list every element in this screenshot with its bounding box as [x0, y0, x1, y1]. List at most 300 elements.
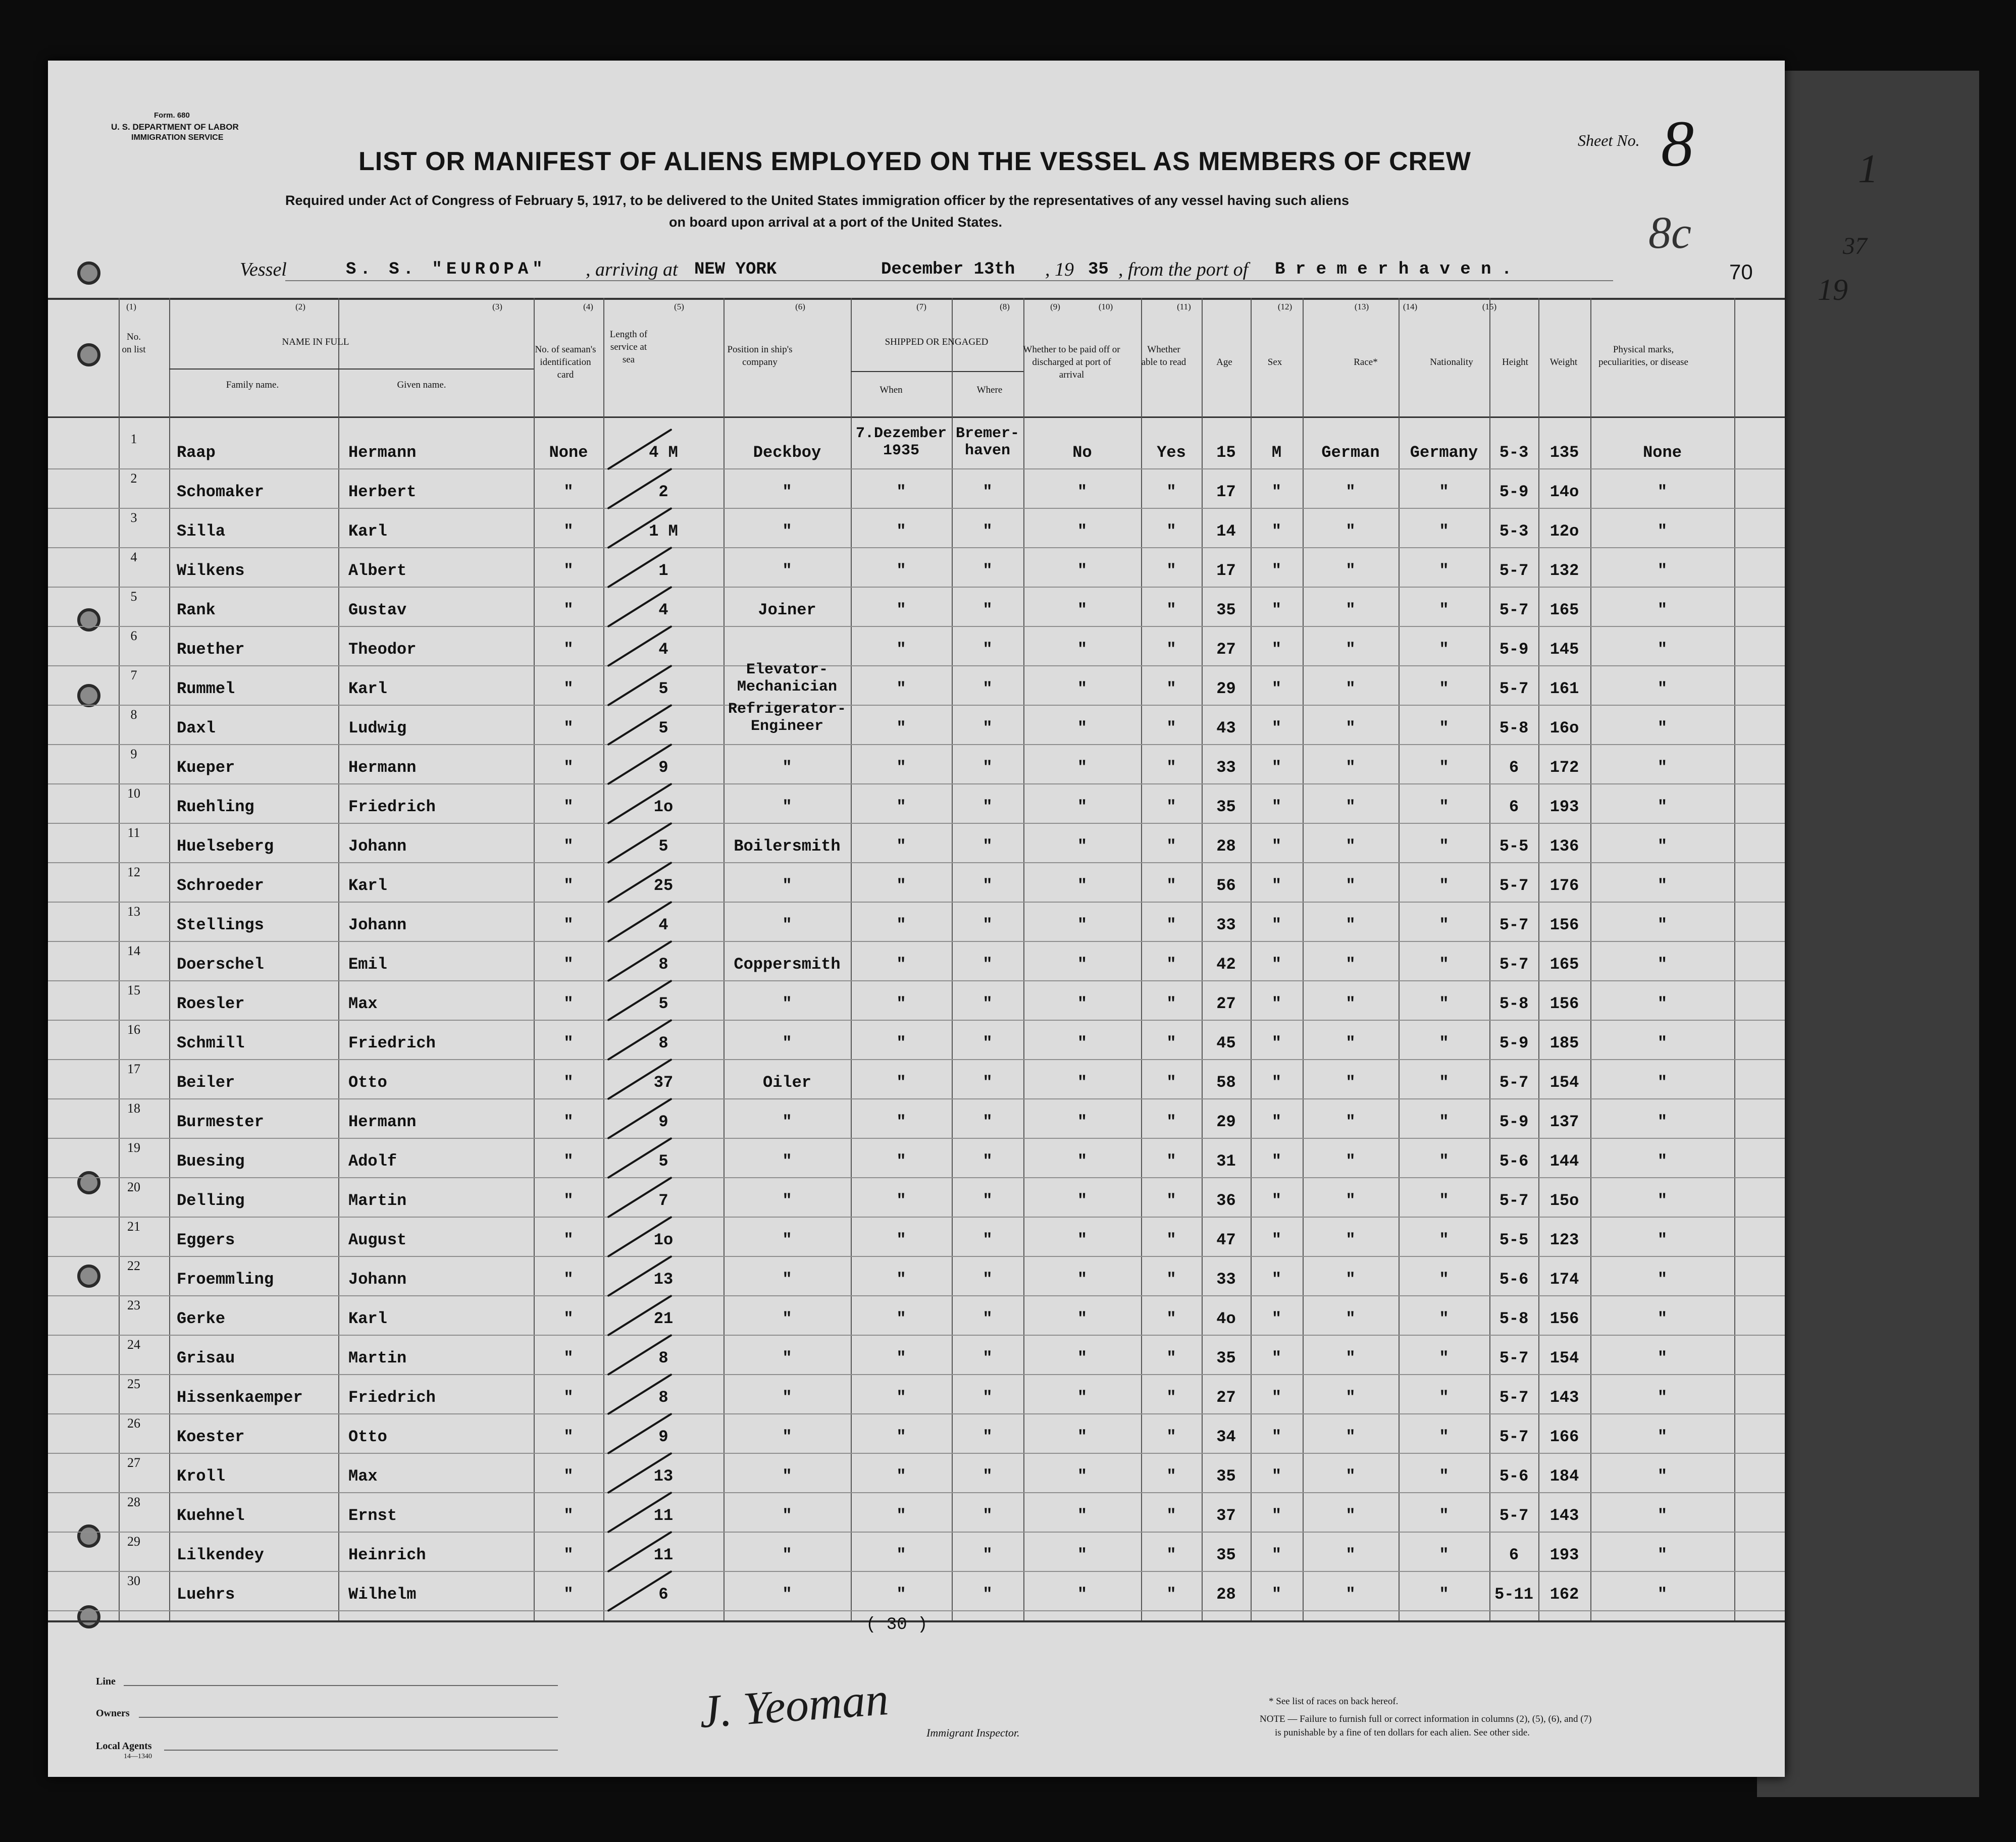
page-title: LIST OR MANIFEST OF ALIENS EMPLOYED ON THE VESSEL AS MEMBERS OF CREW [358, 147, 1471, 176]
cell-position: " [782, 522, 792, 541]
cell-age: 47 [1216, 1231, 1236, 1249]
cell-sex: " [1271, 1231, 1282, 1249]
cell-height: 5-7 [1499, 1428, 1529, 1446]
cell-card: " [563, 640, 574, 659]
cell-card: " [563, 719, 574, 738]
cell-marks: " [1657, 1506, 1668, 1525]
cell-weight: 184 [1549, 1467, 1579, 1486]
cell-when: " [896, 522, 906, 541]
cell-sex: " [1271, 798, 1282, 816]
cell-marks: " [1657, 1034, 1668, 1052]
cell-given: Otto [348, 1428, 387, 1446]
cell-card: " [563, 1349, 574, 1367]
cell-when: " [896, 561, 906, 580]
cell-race: " [1346, 837, 1356, 856]
cell-where: " [983, 1191, 993, 1210]
cell-marks: " [1657, 1231, 1668, 1249]
cell-paid: " [1077, 876, 1088, 895]
cell-service: 8 [658, 955, 668, 974]
cell-nationality: " [1439, 1467, 1449, 1486]
cell-weight: 135 [1549, 443, 1579, 462]
cell-position: Elevator- Mechanician [737, 661, 838, 696]
cell-position: " [782, 561, 792, 580]
header-length-service: Length of service at sea [609, 329, 648, 365]
cell-service: 2 [658, 483, 668, 501]
cell-card: " [563, 758, 574, 777]
cell-marks: " [1657, 601, 1668, 619]
cell-race: " [1346, 876, 1356, 895]
cell-where: " [983, 483, 993, 501]
row-number: 9 [130, 747, 137, 761]
cell-race: " [1346, 1349, 1356, 1367]
cell-position: " [782, 1270, 792, 1289]
cell-nationality: " [1439, 1073, 1449, 1092]
cell-given: Ernst [348, 1506, 397, 1525]
cell-marks: " [1657, 1428, 1668, 1446]
back-sheet-mark: 37 [1843, 233, 1867, 259]
cell-race: " [1346, 1388, 1356, 1407]
cell-card: " [563, 1270, 574, 1289]
cell-paid: " [1077, 1349, 1088, 1367]
cell-weight: 185 [1549, 1034, 1579, 1052]
cell-paid: " [1077, 758, 1088, 777]
cell-nationality: " [1439, 798, 1449, 816]
cell-marks: " [1657, 1585, 1668, 1604]
cell-marks: None [1643, 443, 1682, 462]
cell-paid: " [1077, 916, 1088, 934]
cell-when: " [896, 640, 906, 659]
cell-weight: 156 [1549, 1309, 1579, 1328]
cell-height: 6 [1509, 758, 1519, 777]
cell-given: August [348, 1231, 407, 1249]
cell-race: " [1346, 1152, 1356, 1171]
cell-age: 42 [1216, 955, 1236, 974]
cell-when: " [896, 798, 906, 816]
cell-read: " [1166, 1388, 1176, 1407]
cell-height: 5-8 [1499, 719, 1529, 738]
cell-card: " [563, 798, 574, 816]
cell-race: " [1346, 1467, 1356, 1486]
cell-position: Joiner [758, 601, 816, 619]
cell-position: " [782, 1309, 792, 1328]
cell-service: 11 [653, 1546, 674, 1564]
cell-where: " [983, 1073, 993, 1092]
cell-family: Eggers [177, 1231, 235, 1249]
cell-where: " [983, 1231, 993, 1249]
cell-read: " [1166, 955, 1176, 974]
cell-service: 1o [653, 1231, 674, 1249]
column-number: (7) [916, 302, 926, 311]
cell-paid: " [1077, 640, 1088, 659]
cell-service: 8 [658, 1388, 668, 1407]
fine-note: NOTE — Failure to furnish full or correct information in columns (2), (5), (6), and (7) [1260, 1714, 1592, 1724]
cell-family: Delling [177, 1191, 245, 1210]
cell-read: " [1166, 1191, 1176, 1210]
cell-where: " [983, 1546, 993, 1564]
cell-height: 6 [1509, 798, 1519, 816]
crew-total: ( 30 ) [866, 1615, 928, 1635]
cell-race: " [1346, 798, 1356, 816]
cell-when: " [896, 1585, 906, 1604]
cell-where: " [983, 876, 993, 895]
cell-card: " [563, 994, 574, 1013]
cell-when: " [896, 1231, 906, 1249]
cell-paid: " [1077, 522, 1088, 541]
cell-where: " [983, 798, 993, 816]
arrival-port: NEW YORK [694, 260, 777, 279]
cell-paid: " [1077, 561, 1088, 580]
row-rule [48, 1413, 1785, 1414]
row-number: 5 [130, 589, 137, 604]
cell-nationality: " [1439, 483, 1449, 501]
column-number: (11) [1177, 302, 1191, 311]
cell-where: " [983, 837, 993, 856]
cell-position: " [782, 916, 792, 934]
cell-card: " [563, 483, 574, 501]
cell-when: " [896, 1467, 906, 1486]
inspector-label: Immigrant Inspector. [926, 1726, 1020, 1739]
header-weight: Weight [1549, 357, 1578, 367]
cell-race: " [1346, 1546, 1356, 1564]
cell-given: Otto [348, 1073, 387, 1092]
cell-read: " [1166, 1152, 1176, 1171]
cell-position: " [782, 1034, 792, 1052]
cell-age: 4o [1216, 1309, 1236, 1328]
cell-paid: " [1077, 1388, 1088, 1407]
column-number: (10) [1098, 302, 1113, 311]
punch-hole [77, 684, 100, 707]
cell-nationality: " [1439, 955, 1449, 974]
cell-service: 25 [653, 876, 674, 895]
cell-card: " [563, 1073, 574, 1092]
cell-sex: " [1271, 1467, 1282, 1486]
cell-age: 28 [1216, 837, 1236, 856]
cell-card: " [563, 601, 574, 619]
cell-sex: " [1271, 955, 1282, 974]
header-family-name: Family name. [226, 380, 279, 390]
row-number: 29 [127, 1534, 140, 1549]
cell-race: " [1346, 601, 1356, 619]
row-number: 27 [127, 1455, 140, 1470]
cell-marks: " [1657, 758, 1668, 777]
cell-marks: " [1657, 679, 1668, 698]
cell-race: " [1346, 483, 1356, 501]
cell-nationality: " [1439, 758, 1449, 777]
row-number: 23 [127, 1298, 140, 1312]
cell-where: " [983, 1388, 993, 1407]
cell-family: Lilkendey [177, 1546, 264, 1564]
cell-marks: " [1657, 1270, 1668, 1289]
punch-hole [77, 1265, 100, 1288]
row-number: 13 [127, 904, 140, 919]
cell-position: " [782, 758, 792, 777]
cell-read: " [1166, 1467, 1176, 1486]
cell-race: " [1346, 679, 1356, 698]
cell-paid: " [1077, 955, 1088, 974]
cell-given: Theodor [348, 640, 417, 659]
cell-given: Adolf [348, 1152, 397, 1171]
cell-card: " [563, 1113, 574, 1131]
cell-family: Kroll [177, 1467, 226, 1486]
row-rule [48, 665, 1785, 666]
cell-when: " [896, 679, 906, 698]
cell-paid: " [1077, 1546, 1088, 1564]
cell-service: 1o [653, 798, 674, 816]
row-rule [48, 1571, 1785, 1572]
cell-race: " [1346, 1073, 1356, 1092]
column-number: (3) [492, 302, 502, 311]
cell-nationality: " [1439, 1309, 1449, 1328]
cell-where: " [983, 1467, 993, 1486]
row-rule [48, 1532, 1785, 1533]
cell-service: 4 [658, 640, 668, 659]
cell-sex: " [1271, 1428, 1282, 1446]
cell-service: 7 [658, 1191, 668, 1210]
cell-nationality: " [1439, 1270, 1449, 1289]
row-number: 15 [127, 983, 140, 997]
cell-card: " [563, 561, 574, 580]
cell-race: " [1346, 1270, 1356, 1289]
cell-read: " [1166, 522, 1176, 541]
subtitle: Required under Act of Congress of February 5, 1917, to be delivered to the United States immigration officer by the representatives of any vessel having such aliens [285, 193, 1350, 208]
cell-height: 5-7 [1499, 955, 1529, 974]
cell-race: " [1346, 561, 1356, 580]
cell-position: " [782, 1428, 792, 1446]
punch-hole [77, 343, 100, 366]
cell-weight: 174 [1549, 1270, 1579, 1289]
cell-nationality: " [1439, 1231, 1449, 1249]
cell-age: 34 [1216, 1428, 1236, 1446]
header-age: Age [1216, 357, 1232, 367]
cell-age: 33 [1216, 916, 1236, 934]
row-rule [48, 862, 1785, 863]
cell-family: Silla [177, 522, 226, 541]
cell-read: " [1166, 1546, 1176, 1564]
cell-when: " [896, 1506, 906, 1525]
cell-age: 17 [1216, 561, 1236, 580]
cell-when: " [896, 1034, 906, 1052]
cell-service: 6 [658, 1585, 668, 1604]
cell-age: 33 [1216, 758, 1236, 777]
cell-race: " [1346, 1113, 1356, 1131]
cell-where: " [983, 1428, 993, 1446]
cell-family: Kuehnel [177, 1506, 245, 1525]
cell-nationality: " [1439, 1428, 1449, 1446]
arrival-year: 35 [1088, 260, 1109, 279]
cell-weight: 132 [1549, 561, 1579, 580]
cell-age: 35 [1216, 601, 1236, 619]
cell-paid: " [1077, 1270, 1088, 1289]
row-number: 30 [127, 1573, 140, 1588]
cell-read: " [1166, 1585, 1176, 1604]
row-rule [48, 744, 1785, 745]
cell-given: Wilhelm [348, 1585, 417, 1604]
cell-when: " [896, 1113, 906, 1131]
cell-paid: " [1077, 719, 1088, 738]
cell-card: " [563, 679, 574, 698]
cell-family: Gerke [177, 1309, 226, 1328]
cell-sex: " [1271, 1309, 1282, 1328]
cell-nationality: " [1439, 876, 1449, 895]
cell-weight: 154 [1549, 1349, 1579, 1367]
cell-read: " [1166, 1034, 1176, 1052]
cell-sex: " [1271, 719, 1282, 738]
column-number: (14) [1403, 302, 1418, 311]
cell-family: Schomaker [177, 483, 264, 501]
cell-weight: 165 [1549, 955, 1579, 974]
cell-height: 5-3 [1499, 522, 1529, 541]
row-number: 28 [127, 1495, 140, 1509]
cell-height: 5-9 [1499, 1113, 1529, 1131]
cell-when: " [896, 601, 906, 619]
header-sex: Sex [1267, 357, 1282, 367]
cell-paid: " [1077, 1506, 1088, 1525]
row-rule [48, 547, 1785, 548]
cell-height: 5-5 [1499, 837, 1529, 856]
cell-paid: " [1077, 679, 1088, 698]
cell-marks: " [1657, 994, 1668, 1013]
header-where: Where [976, 385, 1003, 395]
cell-read: " [1166, 561, 1176, 580]
row-number: 16 [127, 1022, 140, 1037]
cell-where: " [983, 955, 993, 974]
cell-family: Kueper [177, 758, 235, 777]
cell-nationality: " [1439, 1585, 1449, 1604]
cell-marks: " [1657, 798, 1668, 816]
cell-weight: 14o [1549, 483, 1579, 501]
cell-weight: 161 [1549, 679, 1579, 698]
cell-given: Johann [348, 1270, 407, 1289]
cell-service: 21 [653, 1309, 674, 1328]
cell-card: " [563, 1585, 574, 1604]
cell-read: " [1166, 798, 1176, 816]
cell-weight: 165 [1549, 601, 1579, 619]
column-number: (9) [1050, 302, 1060, 311]
cell-sex: " [1271, 1546, 1282, 1564]
back-sheet [1757, 71, 1979, 1797]
cell-read: " [1166, 1506, 1176, 1525]
cell-height: 5-7 [1499, 876, 1529, 895]
cell-read: " [1166, 876, 1176, 895]
cell-family: Ruehling [177, 798, 254, 816]
cell-marks: " [1657, 1191, 1668, 1210]
cell-marks: " [1657, 522, 1668, 541]
cell-sex: " [1271, 1388, 1282, 1407]
cell-nationality: " [1439, 1152, 1449, 1171]
cell-service: 5 [658, 679, 668, 698]
cell-family: Daxl [177, 719, 216, 738]
owners-label: Owners [96, 1708, 130, 1719]
vessel-label: Vessel [240, 259, 287, 280]
row-number: 25 [127, 1377, 140, 1391]
cell-weight: 145 [1549, 640, 1579, 659]
cell-sex: " [1271, 1506, 1282, 1525]
cell-marks: " [1657, 955, 1668, 974]
cell-when: " [896, 1349, 906, 1367]
cell-race: " [1346, 1191, 1356, 1210]
cell-position: " [782, 1585, 792, 1604]
cell-where: " [983, 1034, 993, 1052]
cell-nationality: " [1439, 679, 1449, 698]
cell-where: " [983, 1113, 993, 1131]
cell-where: " [983, 601, 993, 619]
row-number: 26 [127, 1416, 140, 1431]
cell-given: Friedrich [348, 1034, 436, 1052]
cell-height: 5-7 [1499, 561, 1529, 580]
cell-service: 5 [658, 994, 668, 1013]
cell-where: " [983, 1506, 993, 1525]
cell-race: " [1346, 1506, 1356, 1525]
arriving-label: , arriving at [586, 259, 678, 280]
row-number: 3 [130, 510, 137, 525]
cell-family: Ruether [177, 640, 245, 659]
cell-family: Wilkens [177, 561, 245, 580]
cell-service: 5 [658, 1152, 668, 1171]
cell-marks: " [1657, 1349, 1668, 1367]
cell-age: 56 [1216, 876, 1236, 895]
column-number: (2) [295, 302, 305, 311]
cell-nationality: Germany [1410, 443, 1478, 462]
row-rule [48, 941, 1785, 942]
cell-race: " [1346, 1231, 1356, 1249]
cell-where: " [983, 994, 993, 1013]
cell-nationality: " [1439, 1388, 1449, 1407]
header-no-on-list: No. on list [122, 332, 146, 355]
cell-race: " [1346, 1585, 1356, 1604]
cell-service: 1 [658, 561, 668, 580]
cell-weight: 156 [1549, 916, 1579, 934]
cell-service: 5 [658, 719, 668, 738]
cell-paid: " [1077, 601, 1088, 619]
row-number: 14 [127, 943, 140, 958]
cell-where: Bremer- haven [955, 425, 1020, 459]
column-number: (8) [1000, 302, 1010, 311]
cell-age: 27 [1216, 640, 1236, 659]
row-rule [48, 1453, 1785, 1454]
cell-paid: " [1077, 798, 1088, 816]
cell-when: " [896, 955, 906, 974]
cell-age: 31 [1216, 1152, 1236, 1171]
cell-sex: " [1271, 1349, 1282, 1367]
cell-read: " [1166, 1113, 1176, 1131]
cell-family: Schroeder [177, 876, 264, 895]
form-number: Form. 680 [154, 111, 190, 120]
cell-marks: " [1657, 1113, 1668, 1131]
header-name-in-full: NAME IN FULL [282, 337, 349, 347]
row-rule [48, 783, 1785, 784]
row-number: 17 [127, 1062, 140, 1076]
punch-hole [77, 1605, 100, 1628]
cell-card: " [563, 522, 574, 541]
cell-family: Beiler [177, 1073, 235, 1092]
cell-weight: 172 [1549, 758, 1579, 777]
cell-position: Deckboy [753, 443, 821, 462]
row-rule [48, 468, 1785, 469]
cell-given: Emil [348, 955, 387, 974]
row-number: 21 [127, 1219, 140, 1234]
cell-family: Buesing [177, 1152, 245, 1171]
cell-height: 5-6 [1499, 1467, 1529, 1486]
row-number: 8 [130, 707, 137, 722]
cell-service: 8 [658, 1034, 668, 1052]
cell-sex: " [1271, 561, 1282, 580]
cell-height: 5-7 [1499, 1506, 1529, 1525]
cell-weight: 136 [1549, 837, 1579, 856]
cell-sex: " [1271, 601, 1282, 619]
cell-card: " [563, 1428, 574, 1446]
cell-given: Karl [348, 522, 387, 541]
cell-height: 5-6 [1499, 1152, 1529, 1171]
